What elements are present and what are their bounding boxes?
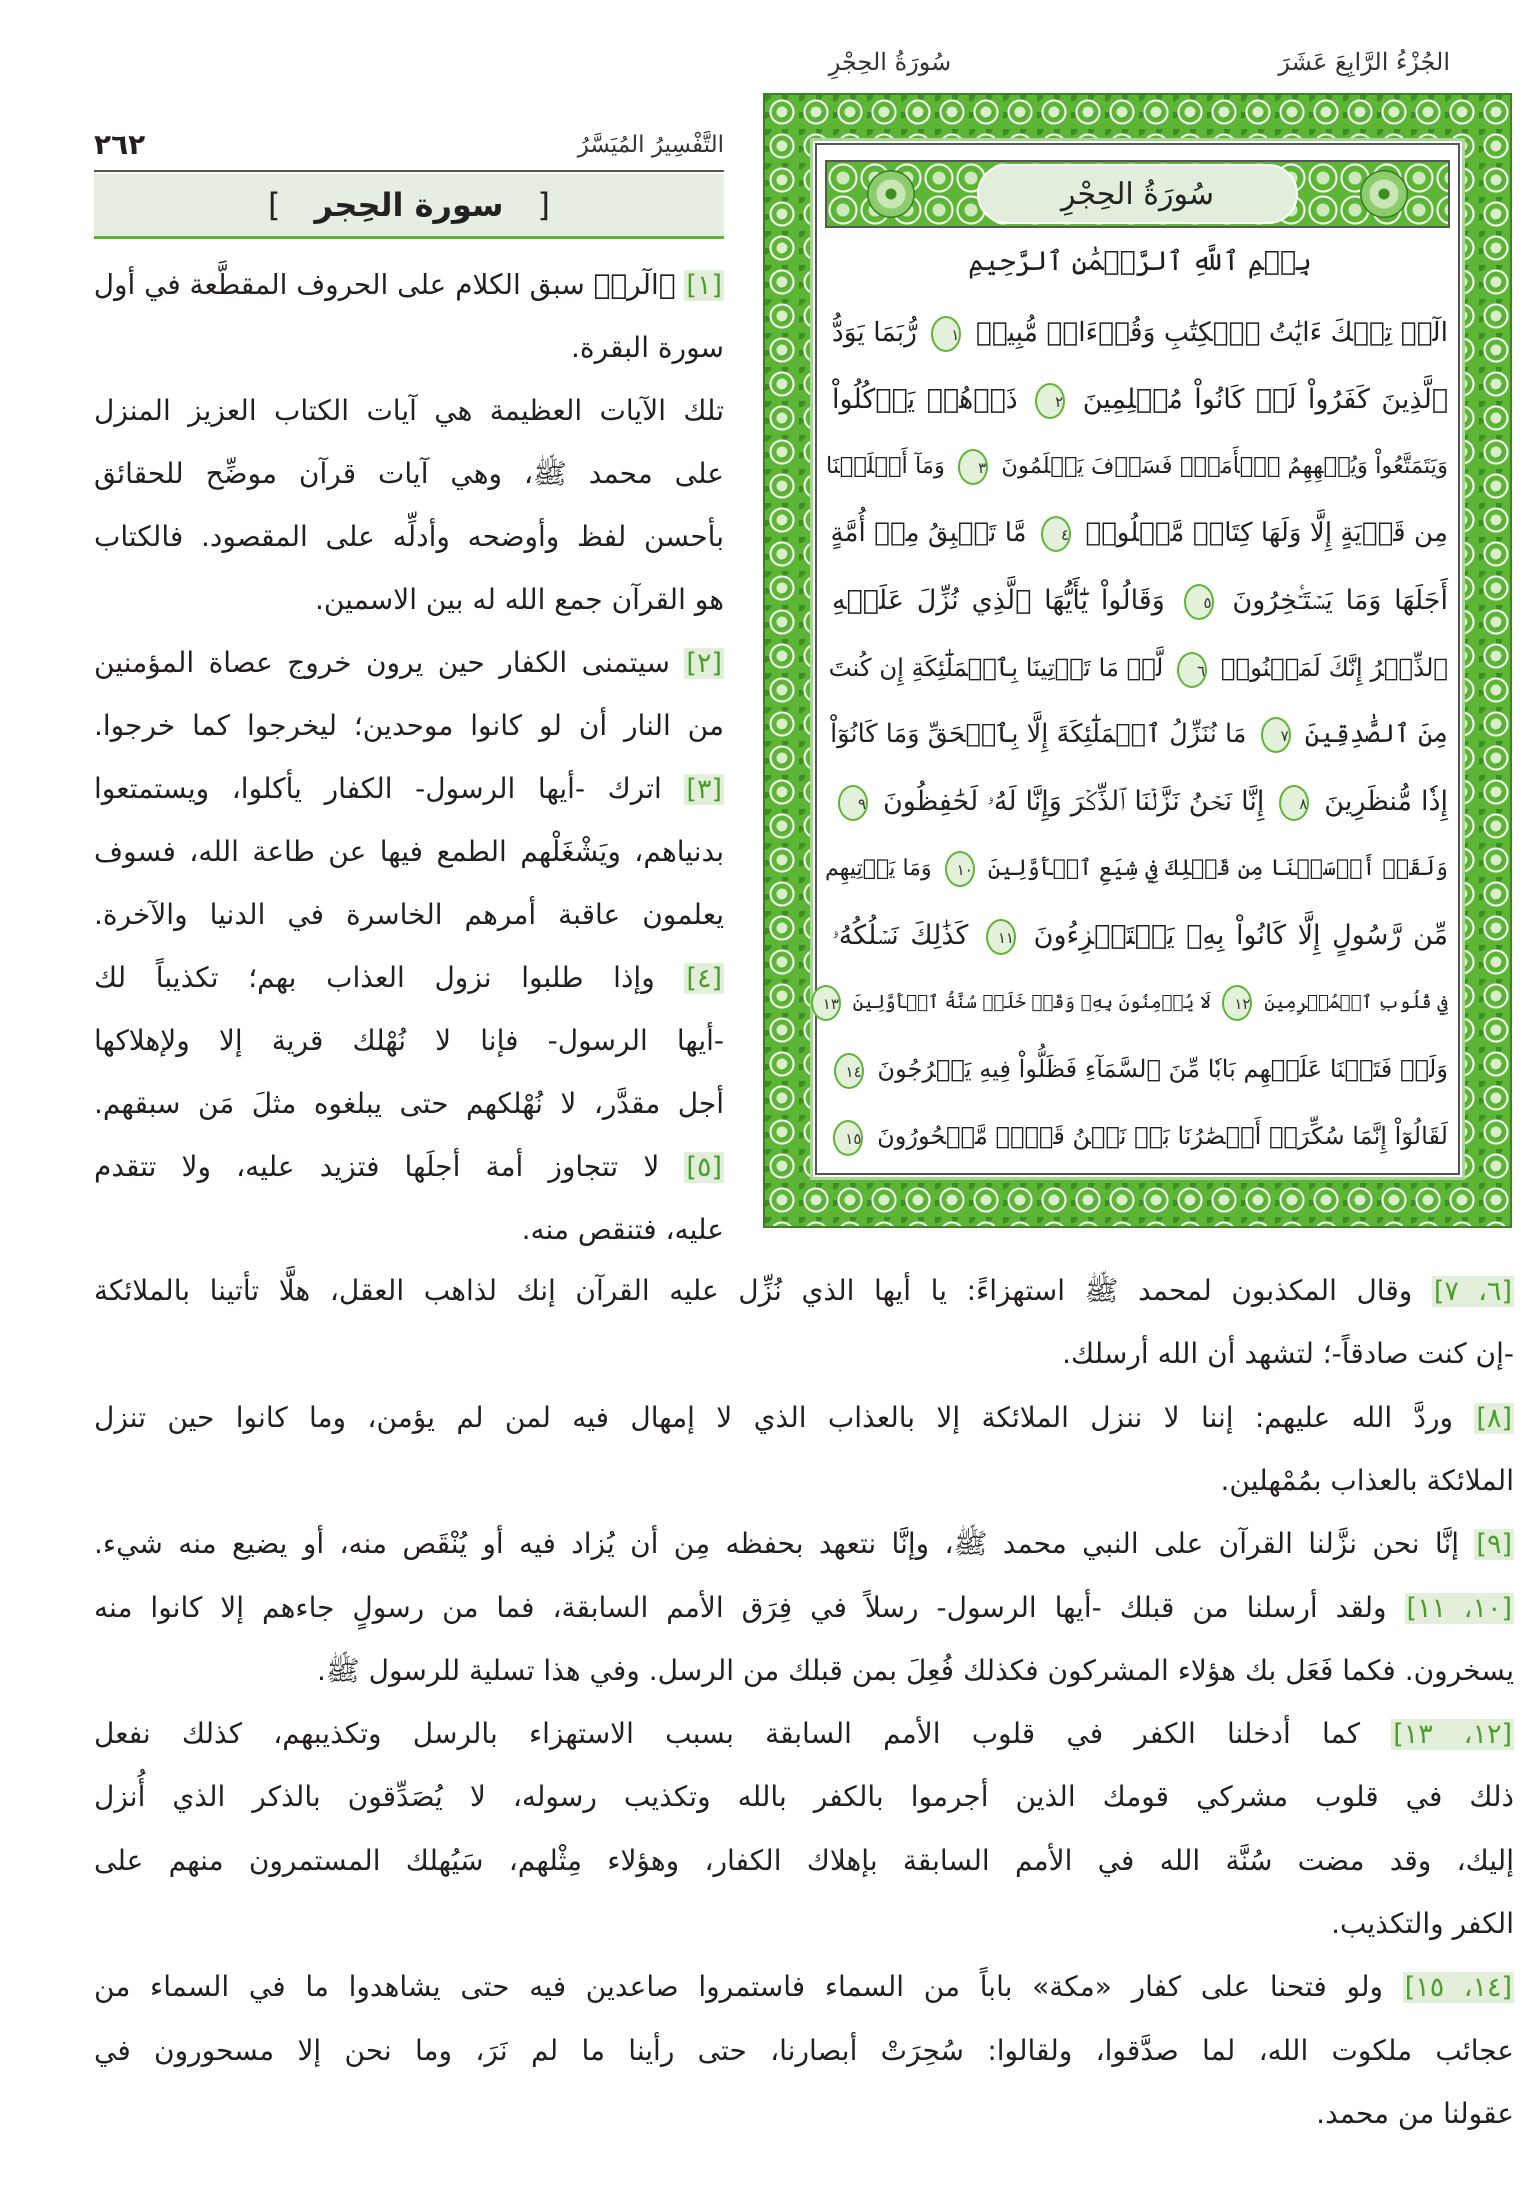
tafsir-text: من النار أن لو كانوا موحدين؛ ليخرجوا كما خرجوا.	[94, 709, 724, 742]
tafsir-line	[94, 1639, 1514, 1702]
tafsir-line	[94, 1765, 1514, 1828]
tafsir-line	[94, 1955, 1514, 2018]
ayah-text: رُّبَمَا يَوَدُّ	[831, 317, 917, 348]
ayah-text: مِنَ ٱلصَّٰدِقِينَ	[1304, 719, 1448, 749]
tafsir-text: وإذا طلبوا نزول العذاب بهم؛ تكذيباً لك	[94, 961, 685, 994]
quran-line	[832, 500, 1448, 567]
tafsir-text: لا تتجاوز أمة أجلَها فتزيد عليه، ولا تتقدم	[94, 1150, 685, 1183]
ayah-text: وَقَالُواْ يَٰٓأَيُّهَا ٱلَّذِي نُزِّلَ عَلَيۡهِ	[832, 585, 1165, 616]
juz-label: الجُزْءُ الرَّابِعَ عَشَرَ	[1278, 48, 1450, 76]
tafsir-text: عقولنا من محمد.	[1316, 2096, 1514, 2130]
quran-line	[824, 835, 1448, 902]
tafsir-text: اترك -أيها الرسول- الكفار يأكلوا، ويستمتعوا	[94, 772, 685, 805]
ayah-number-marker: ٩	[838, 785, 868, 821]
ayah-text: لَقَالُوٓاْ إِنَّمَا سُكِّرَتۡ أَبۡصَٰرُنَا بَلۡ نَحۡنُ قَوۡمٞ مَّسۡحُورُونَ	[877, 1122, 1448, 1150]
ayah-number-marker: ٨	[1279, 785, 1309, 821]
tafsir-text: -أيها الرسول- فإنا لا نُهْلك قرية إلا ولإهلاكها	[94, 1024, 724, 1057]
book-title: التَّفْسِيرُ المُيَسَّرُ	[577, 132, 724, 158]
tafsir-line	[94, 883, 724, 946]
tafsir-line	[94, 1009, 724, 1072]
basmala: بِسۡمِ ٱللَّهِ ٱلرَّحۡمَٰنِ ٱلرَّحِيمِ	[968, 246, 1312, 277]
surah-banner-title: سُورَةُ الحِجْرِ	[977, 164, 1298, 224]
ayah-text: ذَرۡهُمۡ يَأۡكُلُواْ	[832, 384, 1018, 415]
ayah-number-marker: ١٢	[1222, 985, 1252, 1021]
tafsir-line	[94, 1198, 724, 1261]
quran-line	[832, 1103, 1448, 1170]
tafsir-line	[94, 442, 724, 505]
tafsir-text: سيتمنى الكفار حين يرون خروج عصاة المؤمنين	[94, 646, 685, 679]
tafsir-text: تلك الآيات العظيمة هي آيات الكتاب العزيز المنزل	[94, 394, 724, 427]
ayah-number-marker: ١١	[986, 919, 1016, 955]
verse-reference: [٢]	[686, 648, 722, 679]
tafsir-line	[94, 946, 724, 1009]
ayah-number-marker: ١٠	[945, 851, 975, 887]
tafsir-line	[94, 1322, 1514, 1385]
tafsir-text: الكفر والتكذيب.	[1331, 1907, 1514, 1940]
ayah-text: لَّوۡ مَا تَأۡتِينَا بِٱلۡمَلَٰٓئِكَةِ إِن كُنتَ	[828, 653, 1164, 682]
verse-reference: [٤]	[686, 963, 722, 994]
tafsir-text: أجل مقدَّر، لا نُهْلكهم حتى يبلغوه مثلَ مَن سبقهم.	[94, 1087, 724, 1120]
ayah-number-marker: ١	[931, 316, 961, 352]
tafsir-line	[94, 1135, 724, 1198]
tafsir-line	[94, 1512, 1514, 1575]
tafsir-text: ولقد أرسلنا من قبلك -أيها الرسول- رسلاً في فِرَق الأمم السابقة، فما من رسولٍ جاءهم إلا كانوا منه	[94, 1590, 1405, 1624]
ayah-text: مِّن رَّسُولٍ إِلَّا كَانُواْ بِهِۦ يَسۡتَهۡزِءُونَ	[1033, 920, 1448, 951]
tafsir-text: بأحسن لفظ وأوضحه وأدلِّه على المقصود. فالكتاب	[94, 520, 724, 553]
ayah-text: مَّا تَسۡبِقُ مِنۡ أُمَّةٍ	[830, 518, 1027, 548]
ayah-text: إِذٗا مُّنظَرِينَ	[1324, 786, 1448, 817]
ayah-text: الٓرۚ تِلۡكَ ءَايَٰتُ ٱلۡكِتَٰبِ وَقُرۡءَانٖ مُّبِينٖ	[975, 317, 1448, 348]
title-bracket-open: [	[537, 186, 550, 224]
rosette-ornament-icon	[1360, 170, 1408, 218]
tafsir-text: -إن كنت صادقاً-؛ لتشهد أن الله أرسلك.	[1062, 1337, 1514, 1371]
tafsir-text: سورة البقرة.	[571, 331, 724, 364]
tafsir-line	[94, 316, 724, 379]
tafsir-line	[94, 1259, 1514, 1322]
tafsir-text: كما أدخلنا الكفر في قلوب الأمم السابقة بسبب الاستهزاء بالرسل وتكذيبهم، كذلك نفعل	[94, 1717, 1392, 1751]
tafsir-text: وردَّ الله عليهم: إننا لا ننزل الملائكة إلا بالعذاب الذي لا إمهال فيه لمن لم يؤمن، وما كانوا حين تنزل	[94, 1400, 1475, 1434]
ayah-text: وَلَقَدۡ أَرۡسَلۡنَا مِن قَبۡلِكَ فِي شِيَعِ ٱلۡأَوَّلِينَ	[987, 855, 1448, 881]
surah-title-box	[94, 174, 724, 239]
ayah-number-marker: ٢	[1035, 383, 1065, 419]
tafsir-line	[94, 379, 724, 442]
header-divider	[94, 170, 724, 172]
ayah-text: كَذَٰلِكَ نَسۡلُكُهُۥ	[832, 920, 969, 951]
quran-line	[832, 366, 1448, 433]
ayah-text: وَمَا يَأۡتِيهِم	[824, 855, 932, 881]
quran-line	[832, 1036, 1448, 1103]
tafsir-line	[94, 631, 724, 694]
tafsir-text: هو القرآن جمع الله له بين الاسمين.	[314, 583, 724, 616]
tafsir-text: يعلمون عاقبة أمرهم الخاسرة في الدنيا والآخرة.	[94, 898, 724, 931]
ayah-number-marker: ٤	[1041, 516, 1071, 552]
tafsir-line	[94, 1386, 1514, 1449]
tafsir-line	[94, 1892, 1514, 1955]
tafsir-line	[94, 2082, 1514, 2145]
quran-line	[825, 433, 1448, 500]
tafsir-text: على محمد ﷺ، وهي آيات قرآن موضِّح للحقائق	[94, 457, 724, 490]
tafsir-text: عجائب ملكوت الله، لما صدَّقوا، ولقالوا: سُحِرَتْ أبصارنا، حتى رأينا ما لم نَرَ، وما نحن إلا مسحورون في	[94, 2033, 1514, 2067]
ayah-text: وَمَآ أَهۡلَكۡنَا	[825, 453, 945, 479]
tafsir-line	[94, 253, 724, 316]
quran-line	[822, 969, 1448, 1036]
ayah-number-marker: ٦	[1177, 652, 1207, 688]
tafsir-text: إنَّا نحن نزَّلنا القرآن على النبي محمد ﷺ، وإنَّا نتعهد بحفظه مِن أن يُزاد فيه أو يُنْقَص منه، أو يضيع منه شيء.	[94, 1527, 1475, 1561]
verse-reference: [٨]	[1476, 1402, 1512, 1434]
tafsir-text: عليه، فتنقص منه.	[521, 1213, 724, 1246]
quran-line	[832, 299, 1448, 366]
quran-line	[832, 701, 1448, 768]
ayah-text: أَجَلَهَا وَمَا يَسۡتَـٔۡخِرُونَ	[1232, 585, 1448, 616]
surah-header-label: سُورَةُ الحِجْرِ	[828, 48, 952, 76]
rosette-ornament-icon	[867, 170, 915, 218]
ayah-text: ٱلَّذِينَ كَفَرُواْ لَوۡ كَانُواْ مُسۡلِمِينَ	[1082, 384, 1448, 415]
ayah-text: وَيَتَمَتَّعُواْ وَيُلۡهِهِمُ ٱلۡأَمَلُۖ فَسَوۡفَ يَعۡلَمُونَ	[1001, 453, 1448, 479]
ayah-number-marker: ٧	[1261, 717, 1291, 753]
quran-line	[832, 902, 1448, 969]
tafsir-text: الملائكة بالعذاب بمُمْهلين.	[1220, 1463, 1514, 1497]
verse-reference: [٥]	[686, 1152, 722, 1183]
ayah-number-marker: ١٣	[811, 985, 841, 1021]
ayah-number-marker: ٥	[1184, 584, 1214, 620]
surah-banner	[825, 160, 1450, 228]
quran-line	[828, 634, 1448, 701]
surah-title: سورة الحِجر	[314, 186, 504, 224]
tafsir-line	[94, 505, 724, 568]
quran-line	[832, 567, 1448, 634]
tafsir-line	[94, 820, 724, 883]
ayah-text: فِي قُلُوبِ ٱلۡمُجۡرِمِينَ	[1264, 992, 1448, 1013]
ayah-text: مِن قَرۡيَةٍ إِلَّا وَلَهَا كِتَابٞ مَّعۡلُومٞ	[1085, 518, 1448, 548]
tafsir-line	[94, 1829, 1514, 1892]
tafsir-line	[94, 757, 724, 820]
tafsir-text: ذلك في قلوب مشركي قومك الذين أجرموا بالكفر بالله وتكذيب رسوله، لا يُصَدِّقون بالذكر الذي أُنزل	[94, 1780, 1514, 1814]
verse-reference: [١٠، ١١]	[1406, 1592, 1513, 1624]
tafsir-line	[94, 694, 724, 757]
verse-reference: [١٤، ١٥]	[1404, 1972, 1512, 2004]
verse-reference: [٣]	[686, 774, 722, 805]
tafsir-line	[94, 2019, 1514, 2082]
page-number: ٢٦٢	[94, 128, 146, 161]
tafsir-text: إليك، وقد مضت سُنَّة الله في الأمم السابقة بإهلاك الكفار، وهؤلاء مِثْلهم، سَيُهلك المستمرون منهم على	[94, 1843, 1514, 1877]
tafsir-text: يسخرون. فكما فَعَل بك هؤلاء المشركون فكذلك فُعِلَ بمن قبلك من الرسل. وفي هذا تسلية للرسول ﷺ.	[316, 1653, 1514, 1687]
verse-reference: [٦، ٧]	[1433, 1276, 1512, 1307]
tafsir-text: ﴿الٓرۚ﴾ سبق الكلام على الحروف المقطَّعة في أول	[93, 268, 685, 301]
ayah-text: لَا يُؤۡمِنُونَ بِهِۦ وَقَدۡ خَلَتۡ سُنَّةُ ٱلۡأَوَّلِينَ	[852, 992, 1211, 1013]
ayah-number-marker: ٣	[958, 449, 988, 485]
quran-line	[832, 768, 1448, 835]
verse-reference: [١]	[686, 270, 722, 301]
tafsir-line	[94, 1576, 1514, 1639]
tafsir-text: بدنياهم، ويَشْغَلْهم الطمع فيها عن طاعة الله، فسوف	[94, 835, 724, 868]
ayah-text: إِنَّا نَحۡنُ نَزَّلۡنَا ٱلذِّكۡرَ وَإِنَّا لَهُۥ لَحَٰفِظُونَ	[882, 786, 1265, 817]
ayah-text: مَا نُنَزِّلُ ٱلۡمَلَٰٓئِكَةَ إِلَّا بِٱلۡحَقِّ وَمَا كَانُوٓاْ	[830, 719, 1247, 749]
verse-reference: [٩]	[1476, 1529, 1512, 1561]
title-bracket-close: ]	[268, 186, 281, 224]
tafsir-text: وقال المكذبون لمحمد ﷺ استهزاءً: يا أيها الذي نُزِّل عليه القرآن إنك لذاهب العقل، هلَّا تأتينا بالملائكة	[94, 1274, 1432, 1307]
tafsir-line	[94, 1449, 1514, 1512]
ayah-text: وَلَوۡ فَتَحۡنَا عَلَيۡهِم بَابٗا مِّنَ ٱلسَّمَآءِ فَظَلُّواْ فِيهِ يَعۡرُجُونَ	[877, 1055, 1448, 1083]
ayah-text: ٱلذِّكۡرُ إِنَّكَ لَمَجۡنُونٞ	[1220, 653, 1448, 682]
ayah-number-marker: ١٥	[833, 1120, 863, 1156]
tafsir-line	[94, 1072, 724, 1135]
tafsir-text: ولو فتحنا على كفار «مكة» باباً من السماء فاستمروا صاعدين فيه حتى يشاهدوا ما في السماء من	[94, 1970, 1403, 2004]
verse-reference: [١٢، ١٣]	[1393, 1719, 1512, 1751]
tafsir-line	[94, 568, 724, 631]
ayah-number-marker: ١٤	[834, 1053, 864, 1089]
tafsir-line	[94, 1702, 1514, 1765]
